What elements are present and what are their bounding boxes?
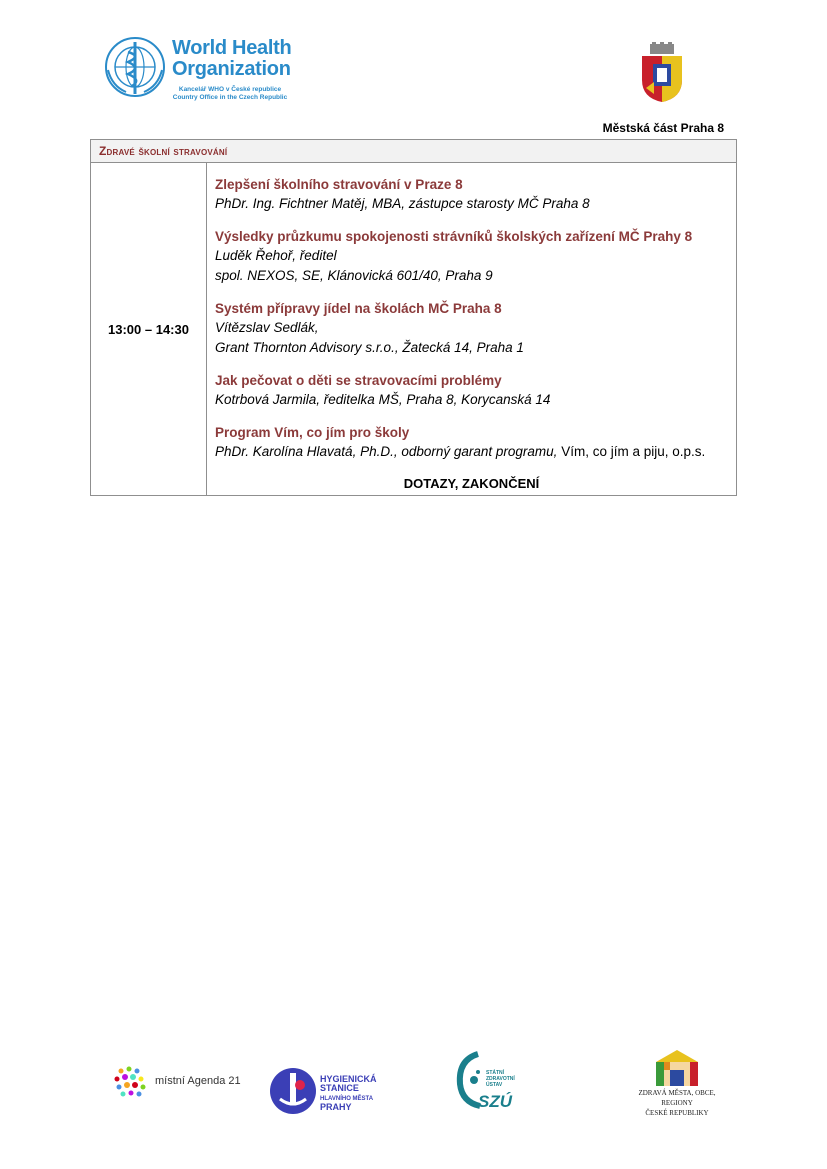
szu-text: STÁTNÍ ZDRAVOTNÍ ÚSTAV bbox=[486, 1070, 515, 1088]
item-speaker: Kotrbová Jarmila, ředitelka MŠ, Praha 8, Korycanská 14 bbox=[215, 392, 551, 407]
szu-logo bbox=[452, 1050, 532, 1115]
district-label: Městská část Praha 8 bbox=[602, 121, 724, 135]
szu-abbreviation: SZÚ bbox=[478, 1092, 512, 1111]
time-slot: 13:00 – 14:30 bbox=[91, 163, 207, 496]
program-item bbox=[215, 371, 728, 410]
agenda21-label: místní Agenda 21 bbox=[155, 1075, 241, 1087]
program-item bbox=[215, 299, 728, 358]
program-content bbox=[207, 163, 737, 496]
who-subtitle: Kancelář WHO v České republice Country Office in the Czech Republic bbox=[172, 86, 288, 101]
healthy-cities-logo bbox=[622, 1048, 732, 1118]
who-emblem-icon bbox=[104, 36, 166, 98]
item-title: Výsledky průzkumu spokojenosti strávníků školských zařízení MČ Prahy 8 bbox=[215, 229, 693, 244]
healthy-cities-icon bbox=[622, 1048, 732, 1088]
agenda21-dots-icon bbox=[113, 1065, 149, 1099]
item-title: Program Vím, co jím pro školy bbox=[215, 425, 410, 440]
section-title: Zdravé školní stravování bbox=[91, 140, 737, 163]
item-speaker: PhDr. Ing. Fichtner Matěj, MBA, zástupce starosty MČ Praha 8 bbox=[215, 196, 590, 211]
who-logo bbox=[104, 34, 294, 106]
item-title: Systém přípravy jídel na školách MČ Praha 8 bbox=[215, 301, 502, 316]
agenda21-logo bbox=[113, 1065, 243, 1099]
healthy-cities-text: ZDRAVÁ MĚSTA, OBCE, REGIONY ČESKÉ REPUBLIKY bbox=[638, 1089, 716, 1117]
item-speaker bbox=[215, 442, 728, 462]
hygiene-text: HYGIENICKÁ STANICE HLAVNÍHO MĚSTA PRAHY bbox=[320, 1074, 377, 1112]
item-affiliation: spol. NEXOS, SE, Klánovická 601/40, Praha 9 bbox=[215, 268, 493, 283]
item-affiliation: Grant Thornton Advisory s.r.o., Žatecká 14, Praha 1 bbox=[215, 340, 524, 355]
praha8-coat-of-arms-icon bbox=[638, 42, 686, 104]
section-header-row bbox=[91, 140, 737, 163]
hygiene-station-logo bbox=[270, 1063, 390, 1121]
program-row bbox=[91, 163, 737, 496]
item-speaker: Luděk Řehoř, ředitel bbox=[215, 248, 337, 263]
program-item bbox=[215, 175, 728, 214]
organization-upright: Vím, co jím a piju, o.p.s. bbox=[557, 444, 706, 459]
who-title: World Health Organization bbox=[172, 37, 292, 80]
item-title: Jak pečovat o děti se stravovacími problémy bbox=[215, 373, 502, 388]
hygiene-station-icon bbox=[270, 1065, 316, 1117]
program-item bbox=[215, 423, 728, 462]
item-speaker: Vítězslav Sedlák, bbox=[215, 320, 319, 335]
closing-label: DOTAZY, ZAKONČENÍ bbox=[403, 476, 540, 491]
item-title: Zlepšení školního stravování v Praze 8 bbox=[215, 177, 463, 192]
program-item bbox=[215, 227, 728, 286]
speaker-italic: PhDr. Karolína Hlavatá, Ph.D., odborný garant programu, bbox=[215, 444, 558, 459]
program-table bbox=[90, 139, 737, 496]
